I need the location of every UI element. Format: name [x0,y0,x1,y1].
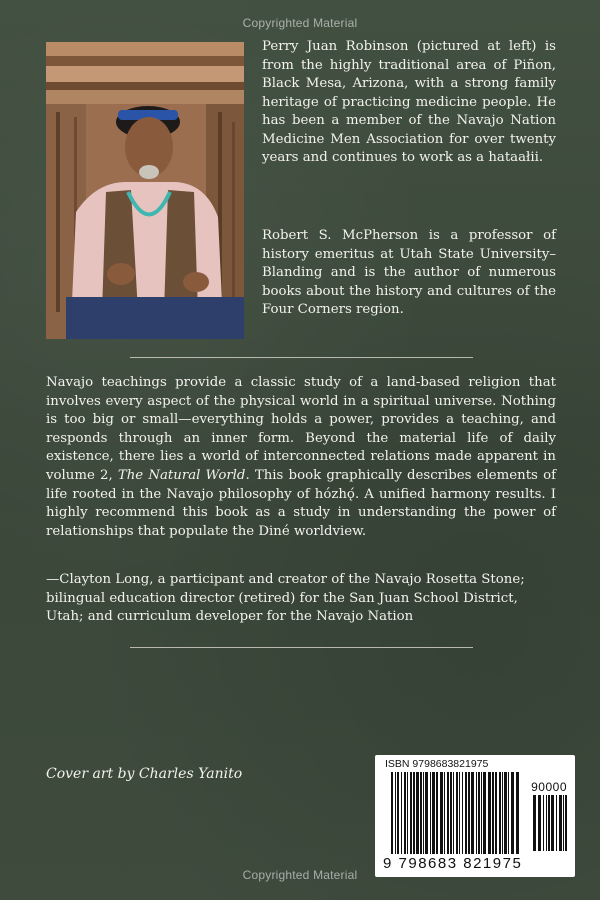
barcode-bar [462,772,463,854]
barcode-bar [476,772,477,854]
barcode-bar [492,772,494,854]
isbn-barcode [375,755,575,877]
barcode-bar [533,795,536,851]
copyright-watermark-bottom: Copyrighted Material [242,868,358,882]
barcode-bar [453,772,454,854]
barcode-bar [546,795,547,851]
ean-barcode-bars [391,772,527,854]
barcode-bar [481,772,482,854]
barcode-bar [425,772,428,854]
divider-bottom [130,647,473,648]
barcode-bar [508,772,509,854]
review-text-part1: Navajo teachings provide a classic study of a land-based religion that involves every aspect of the physical world in a spiritual universe. Nothing is too big or small—everything holds a power, provides a teaching, and responds through an inner form. Beyond the material life of daily existence, there lies a world of interconnected relations made apparent in volume 2, [46,375,556,483]
barcode-bar [395,772,396,854]
barcode-bar [413,772,415,854]
barcode-bar [401,772,402,854]
barcode-bar [565,795,567,851]
barcode-bar [504,772,507,854]
mcpherson-bio: Robert S. McPherson is a professor of history emeritus at Utah State University–Blanding and is the author of numerous books about the history and cultures of the Four Corners region. [262,228,556,317]
review-quote [46,374,556,541]
barcode-bar [556,795,557,851]
review-text-part2: . This book graphically describes elements of life rooted in the Navajo philosophy of hózhǫ́. A unified harmony results. I highly recommend this book as a study in understanding the power of relationships that populate the Diné worldview. [46,467,556,539]
barcode-bar [440,772,443,854]
review-attribution: —Clayton Long, a participant and creator of the Navajo Rosetta Stone; bilingual education director (retired) for the San Juan School District, Utah; and curriculum developer for the Navajo Nation [46,572,525,625]
barcode-bar [432,772,435,854]
barcode-bar [543,795,544,851]
price-code: 90000 [531,780,567,794]
barcode-bar [397,772,399,854]
barcode-bar [483,772,486,854]
barcode-bar [416,772,419,854]
barcode-bar [465,772,467,854]
ean-digits: 9 798683 821975 [383,855,523,872]
barcode-bar [559,795,562,851]
addon-barcode-bars [533,795,569,851]
divider-top [130,357,473,358]
barcode-bar [548,795,550,851]
barcode-bar [444,772,445,854]
barcode-bar [459,772,460,854]
barcode-bar [407,772,408,854]
barcode-bar [410,772,412,854]
copyright-watermark-top: Copyrighted Material [242,16,358,30]
barcode-bar [423,772,424,854]
cover-art-credit: Cover art by Charles Yanito [46,766,243,782]
barcode-bar [551,795,554,851]
barcode-bar [468,772,470,854]
robinson-bio: Perry Juan Robinson (pictured at left) is from the highly traditional area of Piñon, Black Mesa, Arizona, with a strong family heritage of practicing medicine people. He has been a member of the Navajo Nation Medicine Men Association for over twenty years and continues to work as a hataałii. [262,39,556,165]
barcode-bar [495,772,497,854]
barcode-bar [563,795,564,851]
barcode-bar [538,795,541,851]
barcode-bar [447,772,449,854]
barcode-bar [511,772,514,854]
book-title: The Natural World [117,467,246,483]
isbn-label: ISBN 9798683821975 [385,758,489,770]
barcode-bar [502,772,503,854]
barcode-bar [488,772,491,854]
barcode-bar [456,772,458,854]
barcode-bar [436,772,438,854]
author-photo [46,42,244,339]
barcode-bar [420,772,422,854]
barcode-bar [516,772,519,854]
barcode-bar [478,772,480,854]
barcode-bar [404,772,406,854]
barcode-bar [391,772,393,854]
barcode-bar [499,772,501,854]
barcode-bar [471,772,474,854]
barcode-bar [450,772,452,854]
barcode-bar [430,772,431,854]
